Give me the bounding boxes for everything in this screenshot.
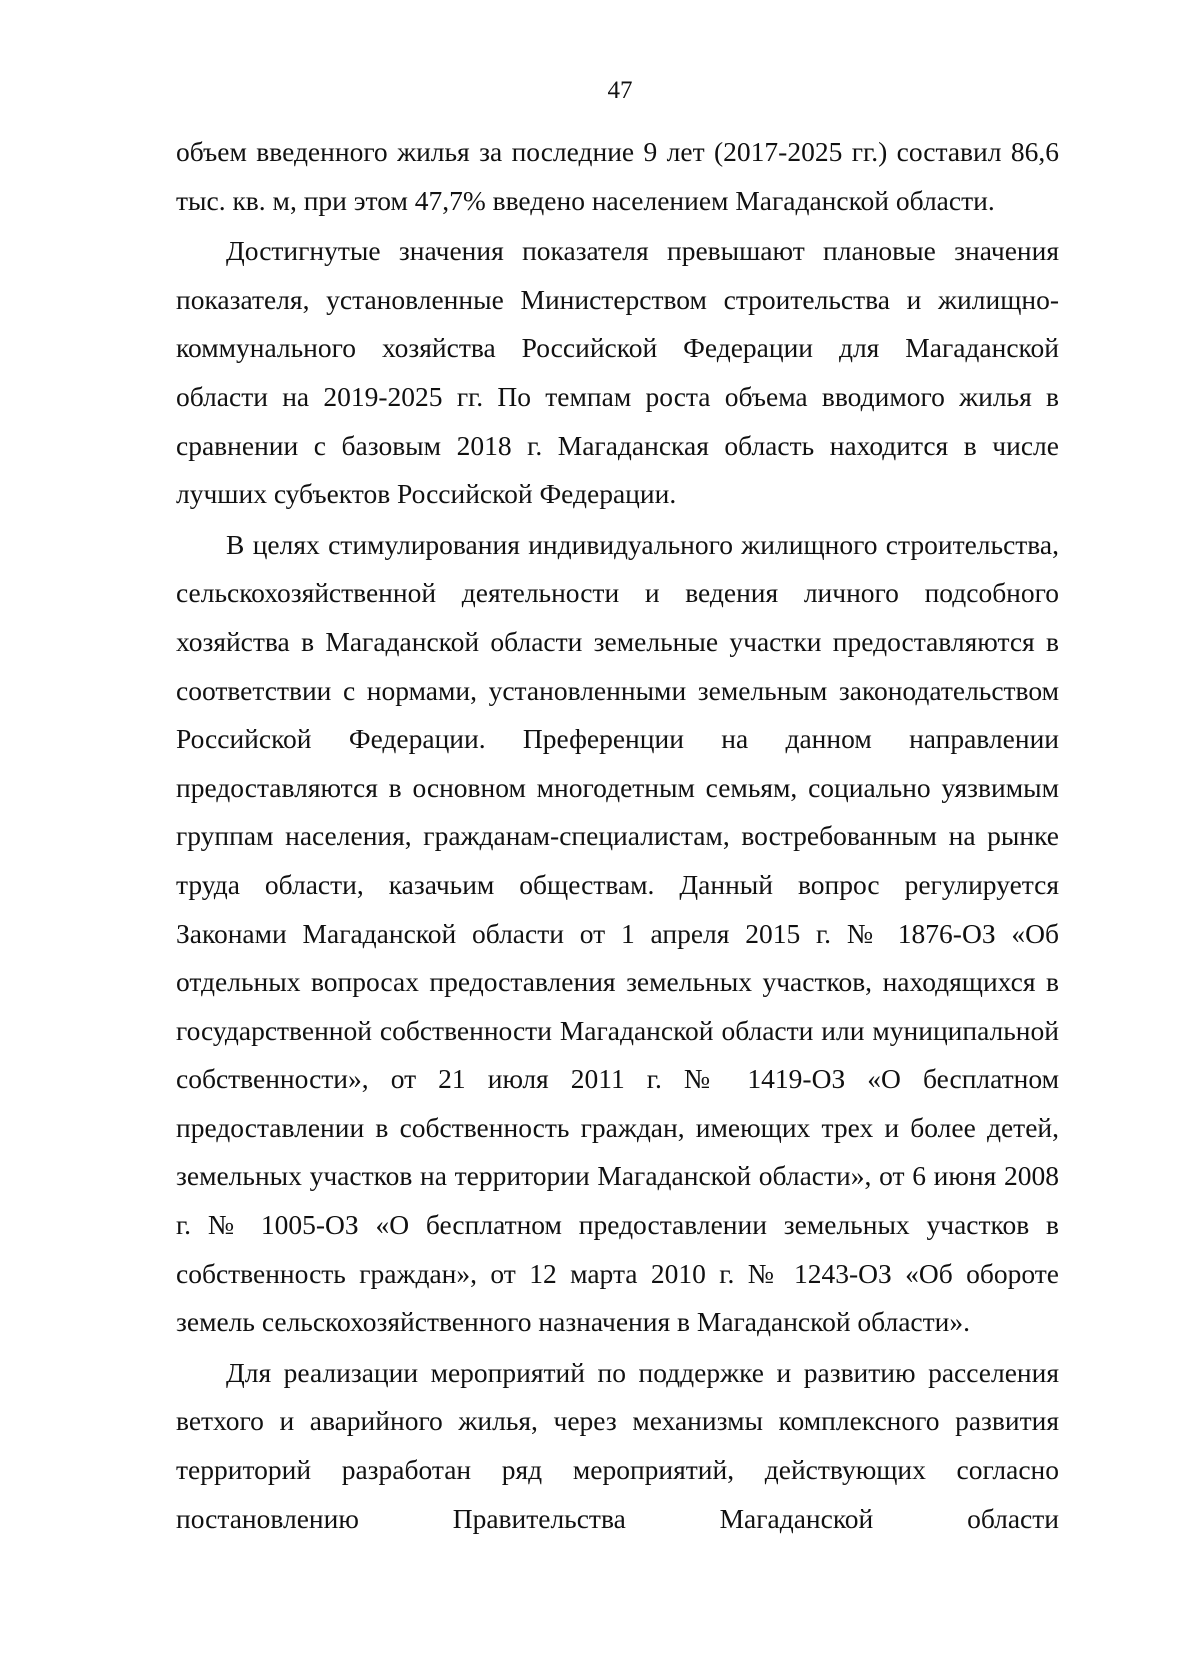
document-body (176, 128, 1059, 1543)
paragraph-land-plots: В целях стимулирования индивидуального жилищного строительства, сельскохозяйственной деятельности и ведения личного подсобного хозяйства в Магаданской области земельные участки предоставляются в соответствии с нормами, установленными земельным законодательством Российской Федерации. Преференции на данном направлении предоставляются в основном многодетным семьям, социально уязвимым группам населения, гражданам-специалистам, востребованным на рынке труда области, казачьим обществам. Данный вопрос регулируется Законами Магаданской области от 1 апреля 2015 г. № 1876-ОЗ «Об отдельных вопросах предоставления земельных участков, находящихся в государственной собственности Магаданской области или муниципальной собственности», от 21 июля 2011 г. № 1419-ОЗ «О бесплатном предоставлении в собственность граждан, имеющих трех и более детей, земельных участков на территории Магаданской области», от 6 июня 2008 г. № 1005-ОЗ «О бесплатном предоставлении земельных участков в собственность граждан», от 12 марта 2010 г. № 1243-ОЗ «Об обороте земель сельскохозяйственного назначения в Магаданской области». (176, 528, 1059, 1338)
page-number: 47 (607, 77, 633, 104)
paragraph-housing-volume: объем введенного жилья за последние 9 лет (2017-2025 гг.) составил 86,6 тыс. кв. м, при этом 47,7% введено населением Магаданской области. (176, 136, 1059, 216)
paragraph-resettlement: Для реализации мероприятий по поддержке и развитию расселения ветхого и аварийного жилья, через механизмы комплексного развития территорий разработан ряд мероприятий, действующих согласно постановлению Правительства Магаданской области (176, 1356, 1059, 1534)
paragraph-indicator-values: Достигнутые значения показателя превышают плановые значения показателя, установленные Министерством строительства и жилищно-коммунального хозяйства Российской Федерации для Магаданской области на 2019-2025 гг. По темпам роста объема вводимого жилья в сравнении с базовым 2018 г. Магаданская область находится в числе лучших субъектов Российской Федерации. (176, 235, 1059, 510)
